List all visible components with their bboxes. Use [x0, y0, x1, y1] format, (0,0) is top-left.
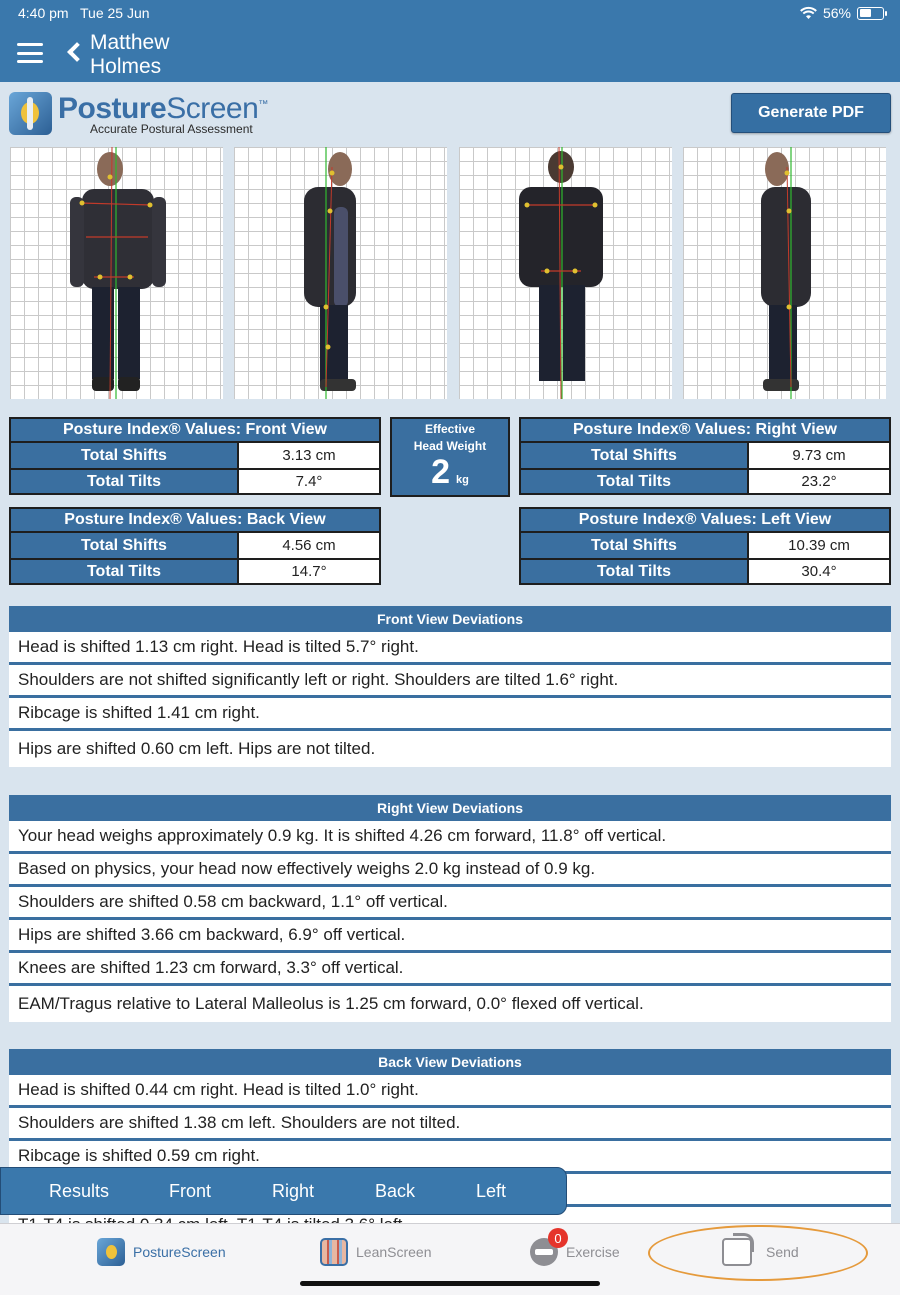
- deviation-item: Shoulders are shifted 1.38 cm left. Shoulders are not tilted.: [9, 1108, 891, 1141]
- pi-table-left: [519, 507, 891, 585]
- pi-tilts-label: Total Tilts: [11, 470, 239, 493]
- generate-pdf-button[interactable]: Generate PDF: [731, 93, 891, 133]
- exercise-badge: 0: [548, 1228, 568, 1248]
- back-button[interactable]: [64, 31, 200, 79]
- back-view-figure: [459, 147, 672, 399]
- front-view-figure: [10, 147, 223, 399]
- segment-right[interactable]: Right: [272, 1180, 315, 1201]
- pi-tilts-value: 7.4°: [295, 473, 323, 490]
- segment-back[interactable]: Back: [375, 1180, 416, 1201]
- pi-shifts-value: 9.73 cm: [792, 447, 846, 464]
- posturescreen-tab-icon: [97, 1238, 125, 1266]
- status-clock: 4:40 pm: [18, 5, 69, 21]
- deviation-item: Head is shifted 1.13 cm right. Head is tilted 5.7° right.: [9, 632, 891, 665]
- view-segment-bar: [0, 1167, 567, 1215]
- head-weight-value: 2: [431, 453, 451, 491]
- right-view-deviations: [9, 795, 891, 1022]
- tab-leanscreen[interactable]: [320, 1238, 432, 1266]
- deviation-item: Shoulders are not shifted significantly left or right. Shoulders are tilted 1.6° right.: [9, 665, 891, 698]
- deviation-section-title: Front View Deviations: [9, 606, 891, 632]
- pi-shifts-label: Total Shifts: [521, 443, 749, 468]
- left-view-figure: [683, 147, 886, 399]
- pi-tilts-value: 23.2°: [801, 473, 837, 490]
- deviation-section-title: Back View Deviations: [9, 1049, 891, 1075]
- logo-trademark: ™: [258, 99, 268, 110]
- deviation-item: Shoulders are shifted 0.58 cm backward, 1.1° off vertical.: [9, 887, 891, 920]
- patient-first-name: Matthew: [90, 31, 170, 54]
- pi-title-back: Posture Index® Values: Back View: [11, 509, 379, 533]
- tab-send-label: Send: [766, 1244, 799, 1260]
- head-weight-unit: kg: [456, 474, 469, 486]
- deviation-item: Knees are shifted 1.23 cm forward, 3.3° off vertical.: [9, 953, 891, 986]
- tab-posturescreen[interactable]: [97, 1238, 226, 1266]
- posturescreen-logo: [9, 90, 268, 136]
- pi-shifts-value: 10.39 cm: [788, 537, 850, 554]
- home-indicator[interactable]: [300, 1281, 600, 1286]
- chevron-left-icon: [67, 42, 87, 62]
- right-view-figure: [234, 147, 447, 399]
- pi-shifts-label: Total Shifts: [11, 443, 239, 468]
- deviation-item: Hips are shifted 3.66 cm backward, 6.9° off vertical.: [9, 920, 891, 953]
- wifi-icon: [800, 7, 817, 20]
- front-view-deviations: [9, 606, 891, 767]
- segment-front[interactable]: Front: [169, 1180, 212, 1201]
- patient-last-name: Holmes: [90, 55, 162, 78]
- logo-tagline: Accurate Postural Assessment: [90, 122, 253, 136]
- tab-leanscreen-label: LeanScreen: [356, 1244, 432, 1260]
- tab-exercise-label: Exercise: [566, 1244, 620, 1260]
- status-date: Tue 25 Jun: [80, 5, 150, 21]
- deviation-item: EAM/Tragus relative to Lateral Malleolus is 1.25 cm forward, 0.0° flexed off vertical.: [9, 986, 891, 1022]
- pi-tilts-label: Total Tilts: [11, 560, 239, 583]
- effective-head-weight: [390, 417, 510, 497]
- pi-tilts-value: 30.4°: [801, 563, 837, 580]
- status-time: [18, 5, 150, 21]
- deviation-item: Head is shifted 0.44 cm right. Head is tilted 1.0° right.: [9, 1075, 891, 1108]
- pi-title-left: Posture Index® Values: Left View: [521, 509, 889, 533]
- posturescreen-logo-icon: [9, 92, 52, 135]
- pi-shifts-label: Total Shifts: [11, 533, 239, 558]
- deviation-section-title: Right View Deviations: [9, 795, 891, 821]
- pi-title-right: Posture Index® Values: Right View: [521, 419, 889, 443]
- pi-tilts-value: 14.7°: [291, 563, 327, 580]
- battery-percent: 56%: [822, 5, 851, 21]
- send-highlight-annotation: [648, 1225, 868, 1281]
- tab-exercise[interactable]: [530, 1230, 620, 1266]
- left-view-photo[interactable]: [683, 147, 886, 399]
- head-weight-label-line2: Head Weight: [413, 439, 487, 453]
- pi-shifts-label: Total Shifts: [521, 533, 749, 558]
- deviation-item: Ribcage is shifted 0.59 cm right.: [9, 1141, 891, 1174]
- right-view-photo[interactable]: [234, 147, 447, 399]
- pi-tilts-label: Total Tilts: [521, 560, 749, 583]
- pi-table-back: [9, 507, 381, 585]
- front-view-photo[interactable]: [10, 147, 223, 399]
- top-bar: [0, 0, 900, 82]
- segment-left[interactable]: Left: [476, 1180, 507, 1201]
- deviation-item: Ribcage is shifted 1.41 cm right.: [9, 698, 891, 731]
- hamburger-menu-icon[interactable]: [17, 43, 43, 63]
- back-view-photo[interactable]: [459, 147, 672, 399]
- pi-shifts-value: 4.56 cm: [282, 537, 336, 554]
- deviation-item: Hips are shifted 0.60 cm left. Hips are not tilted.: [9, 731, 891, 767]
- leanscreen-tab-icon: [320, 1238, 348, 1266]
- head-weight-label-line1: Effective: [424, 422, 476, 436]
- pi-table-right: [519, 417, 891, 495]
- segment-results[interactable]: Results: [49, 1180, 110, 1201]
- logo-name-regular: Screen: [166, 92, 259, 125]
- battery-level: [860, 9, 871, 17]
- patient-name: [90, 31, 200, 79]
- pi-title-front: Posture Index® Values: Front View: [11, 419, 379, 443]
- battery-icon: [857, 7, 884, 20]
- tab-posturescreen-label: PostureScreen: [133, 1244, 226, 1260]
- status-indicators: [800, 5, 884, 21]
- pi-table-front: [9, 417, 381, 495]
- logo-name-bold: Posture: [58, 92, 167, 125]
- pi-tilts-label: Total Tilts: [521, 470, 749, 493]
- deviation-item: Your head weighs approximately 0.9 kg. It is shifted 4.26 cm forward, 11.8° off vertical.: [9, 821, 891, 854]
- pi-shifts-value: 3.13 cm: [282, 447, 336, 464]
- deviation-item: Based on physics, your head now effectively weighs 2.0 kg instead of 0.9 kg.: [9, 854, 891, 887]
- dumbbell-icon: [530, 1230, 562, 1266]
